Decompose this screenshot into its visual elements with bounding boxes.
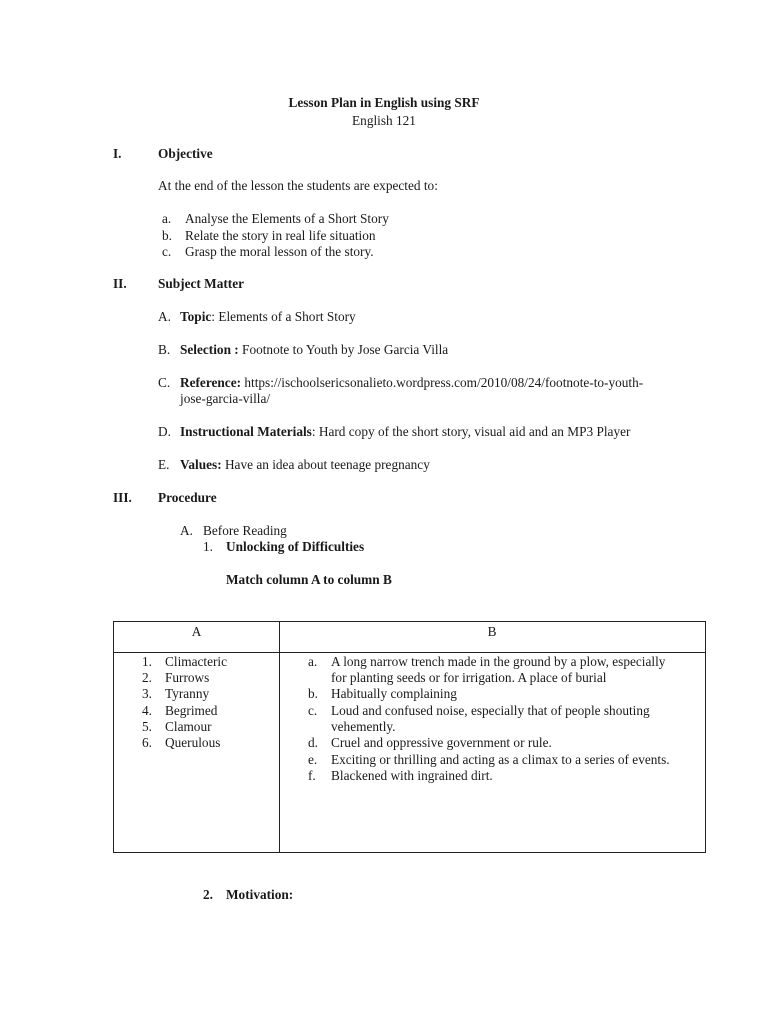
- term-number: 3.: [142, 686, 152, 701]
- section-numeral-subject-matter: II.: [113, 276, 127, 291]
- objective-intro: At the end of the lesson the students are expected to:: [158, 178, 438, 193]
- definition-text: vehemently.: [331, 719, 396, 734]
- term-number: 6.: [142, 735, 152, 750]
- matching-table: [113, 621, 706, 853]
- match-instruction: Match column A to column B: [226, 572, 392, 587]
- document-subtitle: English 121: [352, 113, 416, 128]
- objective-item-letter: c.: [162, 244, 172, 259]
- section-heading-subject-matter: Subject Matter: [158, 276, 245, 291]
- table-header-b: B: [487, 624, 497, 639]
- term-word: Begrimed: [165, 703, 218, 718]
- subject-item-text: Have an idea about teenage pregnancy: [221, 457, 430, 472]
- section-heading-objective: Objective: [158, 146, 213, 161]
- term-word: Querulous: [165, 735, 221, 750]
- step-heading-unlocking: Unlocking of Difficulties: [226, 539, 365, 554]
- definition-text: Habitually complaining: [331, 686, 457, 701]
- subject-item-label: Instructional Materials: [180, 424, 312, 439]
- subject-item-text: : Hard copy of the short story, visual aid and an MP3 Player: [311, 424, 631, 439]
- definition-letter: d.: [308, 735, 318, 750]
- definition-letter: a.: [308, 654, 318, 669]
- subject-item-materials: [180, 424, 630, 440]
- subject-item-label: Topic: [180, 309, 212, 324]
- term-word: Clamour: [165, 719, 212, 734]
- subject-item-label: Selection :: [180, 342, 239, 357]
- term-number: 1.: [142, 654, 152, 669]
- objective-item-letter: b.: [162, 228, 172, 243]
- subject-item-letter: D.: [158, 424, 171, 439]
- definition-letter: c.: [308, 703, 318, 718]
- subject-item-letter: A.: [158, 309, 171, 324]
- subject-item-selection: [180, 342, 448, 358]
- term-word: Climacteric: [165, 654, 228, 669]
- subject-item-label: Values:: [180, 457, 222, 472]
- definition-text: Exciting or thrilling and acting as a climax to a series of events.: [331, 752, 670, 767]
- objective-item-text: Grasp the moral lesson of the story.: [185, 244, 374, 259]
- definition-text: Cruel and oppressive government or rule.: [331, 735, 552, 750]
- section-numeral-procedure: III.: [113, 490, 132, 505]
- step-number: 1.: [203, 539, 213, 554]
- term-number: 2.: [142, 670, 152, 685]
- subject-item-values: [180, 457, 430, 473]
- term-word: Furrows: [165, 670, 210, 685]
- definition-text: for planting seeds or for irrigation. A place of burial: [331, 670, 607, 685]
- subject-item-letter: C.: [158, 375, 171, 390]
- reference-link[interactable]: https://ischoolsericsonalieto.wordpress.com/2010/08/24/footnote-to-youth-: [241, 375, 644, 390]
- objective-item-letter: a.: [162, 211, 172, 226]
- definition-letter: b.: [308, 686, 318, 701]
- table-header-a: A: [191, 624, 202, 639]
- section-numeral-objective: I.: [113, 146, 122, 161]
- definition-text: A long narrow trench made in the ground by a plow, especially: [331, 654, 666, 669]
- subject-item-text: : Elements of a Short Story: [211, 309, 356, 324]
- subject-item-label: Reference:: [180, 375, 242, 390]
- reference-link-continued[interactable]: jose-garcia-villa/: [180, 391, 271, 406]
- step-heading-motivation: Motivation:: [226, 887, 294, 902]
- subject-item-topic: [180, 309, 356, 325]
- subject-item-letter: B.: [158, 342, 171, 357]
- definition-letter: e.: [308, 752, 318, 767]
- definition-letter: f.: [308, 768, 316, 783]
- definition-text: Loud and confused noise, especially that of people shouting: [331, 703, 650, 718]
- table-header-divider: [114, 652, 705, 653]
- step-number: 2.: [203, 887, 213, 902]
- table-column-divider: [279, 622, 280, 852]
- document-title: Lesson Plan in English using SRF: [288, 95, 480, 110]
- section-heading-procedure: Procedure: [158, 490, 217, 505]
- definition-text: Blackened with ingrained dirt.: [331, 768, 493, 783]
- before-reading-heading: Before Reading: [203, 523, 287, 538]
- subject-item-text: Footnote to Youth by Jose Garcia Villa: [238, 342, 449, 357]
- objective-item-text: Relate the story in real life situation: [185, 228, 376, 243]
- before-reading-letter: A.: [180, 523, 193, 538]
- objective-item-text: Analyse the Elements of a Short Story: [185, 211, 389, 226]
- subject-item-letter: E.: [158, 457, 170, 472]
- term-number: 5.: [142, 719, 152, 734]
- term-number: 4.: [142, 703, 152, 718]
- subject-item-reference: [180, 375, 643, 391]
- term-word: Tyranny: [165, 686, 210, 701]
